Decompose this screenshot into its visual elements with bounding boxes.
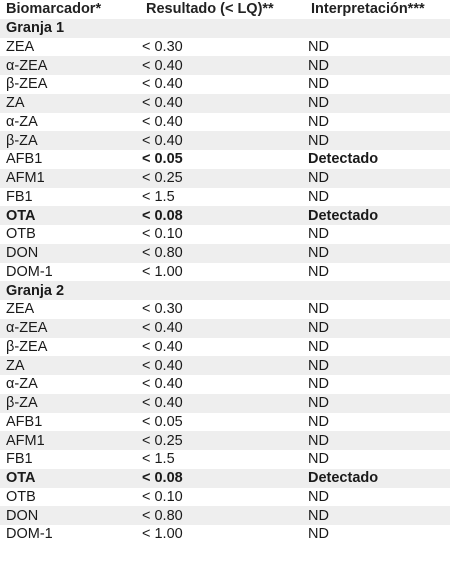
cell-result: < 0.40 [140,375,305,394]
cell-interpretation: ND [305,188,450,207]
cell-interpretation: ND [305,169,450,188]
cell-interpretation: ND [305,56,450,75]
table-row [0,263,450,282]
table-row [0,394,450,413]
cell-biomarker: α-ZA [0,113,140,132]
cell-result: < 0.40 [140,113,305,132]
cell-interpretation: ND [305,431,450,450]
cell-biomarker: DOM-1 [0,525,140,544]
cell-interpretation: Detectado [305,469,450,488]
cell-result: < 1.5 [140,450,305,469]
cell-result: < 0.40 [140,356,305,375]
cell-interpretation: ND [305,225,450,244]
table-row [0,113,450,132]
table-row [0,169,450,188]
cell-result: < 0.30 [140,300,305,319]
cell-interpretation: ND [305,131,450,150]
table-row [0,488,450,507]
cell-interpretation: ND [305,38,450,57]
cell-biomarker: OTB [0,488,140,507]
cell-result: < 0.05 [140,413,305,432]
cell-biomarker: AFM1 [0,431,140,450]
cell-result: < 0.30 [140,38,305,57]
cell-biomarker: ZA [0,94,140,113]
table-row [0,75,450,94]
table-row [0,450,450,469]
cell-result: < 0.40 [140,75,305,94]
cell-interpretation: ND [305,375,450,394]
cell-result: < 0.80 [140,506,305,525]
cell-biomarker: β-ZA [0,131,140,150]
cell-biomarker: DON [0,244,140,263]
cell-biomarker: ZEA [0,300,140,319]
table-row [0,319,450,338]
cell-result: < 0.40 [140,394,305,413]
cell-result: < 0.40 [140,131,305,150]
cell-interpretation: ND [305,300,450,319]
table-row [0,469,450,488]
cell-biomarker: ZEA [0,38,140,57]
cell-interpretation: ND [305,113,450,132]
table-row [0,413,450,432]
table-row [0,225,450,244]
cell-result: < 0.80 [140,244,305,263]
cell-biomarker: AFB1 [0,413,140,432]
cell-biomarker: α-ZEA [0,319,140,338]
header-interpretation: Interpretación*** [305,0,450,19]
cell-biomarker: DON [0,506,140,525]
header-result: Resultado (< LQ)** [140,0,305,19]
cell-biomarker: ZA [0,356,140,375]
table-row [0,356,450,375]
cell-interpretation: ND [305,356,450,375]
table-row [0,206,450,225]
cell-result: < 0.40 [140,56,305,75]
table-header [0,0,450,19]
cell-result: < 1.00 [140,263,305,282]
table-row [0,375,450,394]
cell-biomarker: DOM-1 [0,263,140,282]
cell-biomarker: β-ZEA [0,75,140,94]
cell-biomarker: OTA [0,206,140,225]
table-row [0,244,450,263]
cell-biomarker: FB1 [0,450,140,469]
group-header-row [0,281,450,300]
cell-biomarker: OTA [0,469,140,488]
cell-interpretation: ND [305,75,450,94]
cell-biomarker: OTB [0,225,140,244]
cell-interpretation: ND [305,338,450,357]
cell-result: < 0.05 [140,150,305,169]
cell-biomarker: α-ZA [0,375,140,394]
cell-biomarker: AFB1 [0,150,140,169]
table-row [0,525,450,544]
cell-result: < 0.08 [140,469,305,488]
table-row [0,188,450,207]
cell-result: < 1.5 [140,188,305,207]
cell-interpretation: Detectado [305,150,450,169]
cell-result: < 0.40 [140,319,305,338]
cell-biomarker: β-ZA [0,394,140,413]
cell-interpretation: ND [305,263,450,282]
group-name: Granja 1 [0,19,450,38]
cell-interpretation: ND [305,94,450,113]
table-row [0,131,450,150]
table-row [0,506,450,525]
table-row [0,431,450,450]
group-header-row [0,19,450,38]
cell-result: < 0.25 [140,431,305,450]
cell-interpretation: ND [305,319,450,338]
cell-biomarker: β-ZEA [0,338,140,357]
table-row [0,38,450,57]
cell-interpretation: ND [305,506,450,525]
header-biomarker: Biomarcador* [0,0,140,19]
table-body [0,19,450,544]
group-name: Granja 2 [0,281,450,300]
cell-result: < 0.40 [140,338,305,357]
cell-result: < 0.08 [140,206,305,225]
cell-result: < 0.10 [140,488,305,507]
table-row [0,338,450,357]
cell-result: < 0.25 [140,169,305,188]
cell-interpretation: Detectado [305,206,450,225]
cell-biomarker: AFM1 [0,169,140,188]
cell-interpretation: ND [305,525,450,544]
cell-result: < 0.10 [140,225,305,244]
cell-interpretation: ND [305,488,450,507]
cell-result: < 0.40 [140,94,305,113]
cell-result: < 1.00 [140,525,305,544]
cell-biomarker: FB1 [0,188,140,207]
table-row [0,56,450,75]
table-row [0,150,450,169]
cell-interpretation: ND [305,450,450,469]
cell-interpretation: ND [305,413,450,432]
header-row [0,0,450,19]
table-row [0,94,450,113]
table-row [0,300,450,319]
cell-biomarker: α-ZEA [0,56,140,75]
cell-interpretation: ND [305,394,450,413]
cell-interpretation: ND [305,244,450,263]
